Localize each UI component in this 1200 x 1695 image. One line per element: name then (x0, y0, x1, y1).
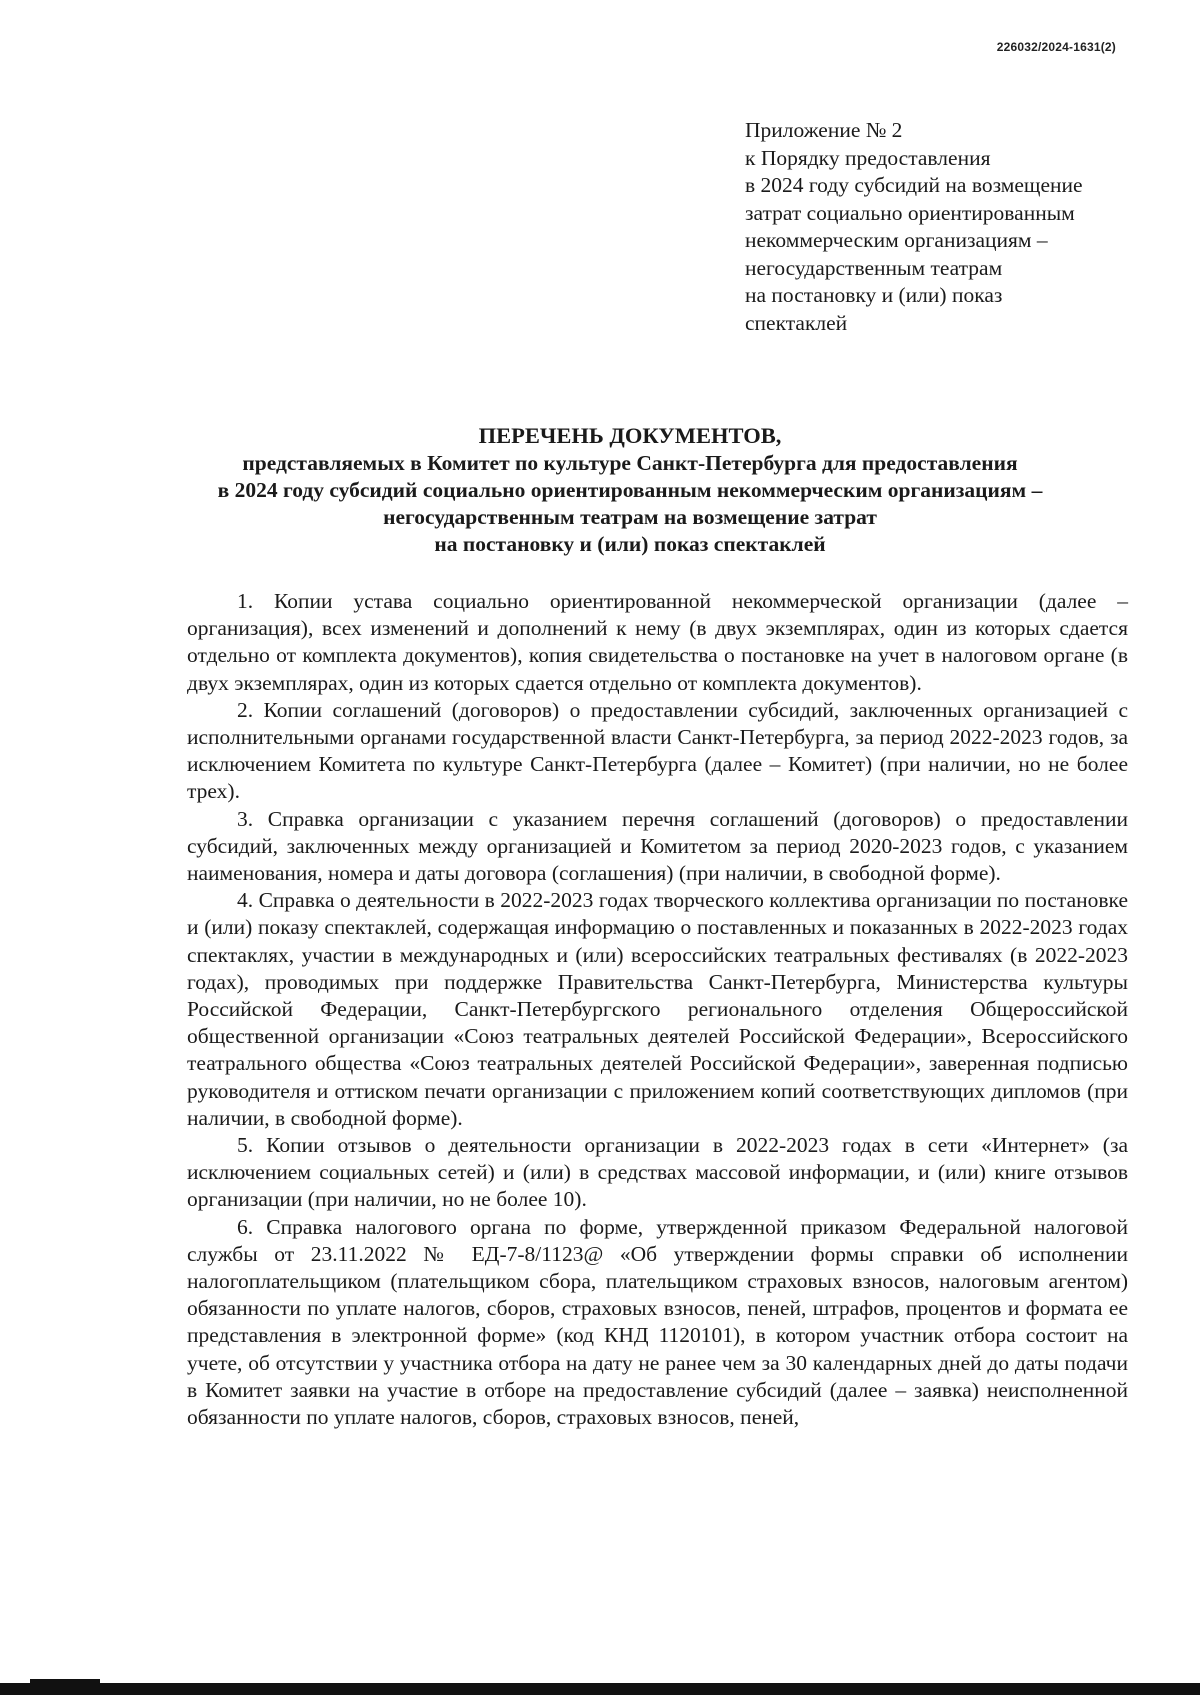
appendix-line: в 2024 году субсидий на возмещение (745, 173, 1083, 197)
appendix-line: спектаклей (745, 310, 848, 335)
list-item-6: 6. Справка налогового органа по форме, утвержденной приказом Федеральной налоговой службы от 23.11.2022 № ЕД-7-8/1123@ «Об утверждении формы справки об исполнении налогоплательщиком (плательщиком сбора, плательщиком страховых взносов, налоговым агентом) обязанности по уплате налогов, сборов, страховых взносов, пеней, штрафов, процентов и формата ее представления в электронной форме» (код КНД 1120101), в котором участник отбора состоит на учете, об отсутствии у участника отбора на дату не ранее чем за 30 календарных дней до даты подачи в Комитет заявки на участие в отборе на предоставление субсидий (далее – заявка) неисполненной обязанности по уплате налогов, сборов, страховых взносов, пеней, (187, 1214, 1128, 1430)
document-body (187, 588, 1128, 1431)
list-item-4: 4. Справка о деятельности в 2022-2023 годах творческого коллектива организации по постановке и (или) показу спектаклей, содержащая информацию о поставленных и показанных в 2022-2023 годах спектаклях, участии в международных и (или) всероссийских театральных фестивалях (в 2022-2023 годах), проводимых при поддержке Правительства Санкт-Петербурга, Министерства культуры Российской Федерации, Санкт-Петербургского регионального отделения Общероссийской общественной организации «Союз театральных деятелей Российской Федерации», Всероссийского театрального общества «Союз театральных деятелей Российской Федерации», заверенная подписью руководителя и оттиском печати организации с приложением копий соответствующих дипломов (при наличии, в свободной форме). (187, 888, 1128, 1130)
list-item-2: 2. Копии соглашений (договоров) о предоставлении субсидий, заключенных организацией с исполнительными органами государственной власти Санкт-Петербурга, за период 2022-2023 годов, за исключением Комитета по культуре Санкт-Петербурга (далее – Комитет) (при наличии, но не более трех). (187, 697, 1128, 804)
appendix-line: некоммерческим организациям – (745, 228, 1048, 252)
appendix-line: к Порядку предоставления (745, 145, 991, 170)
registration-stamp: 226032/2024-1631(2) (996, 40, 1116, 54)
document-subtitle-line: на постановку и (или) показ спектаклей (434, 532, 826, 556)
appendix-line: негосударственным театрам (745, 255, 1003, 280)
appendix-note (745, 117, 1145, 337)
document-subtitle-line: в 2024 году субсидий социально ориентированным некоммерческим организациям – (217, 478, 1043, 502)
document-subtitle-line: негосударственным театрам на возмещение затрат (383, 505, 877, 529)
list-item-3: 3. Справка организации с указанием перечня соглашений (договоров) о предоставлении субсидий, заключенных между организацией и Комитетом за период 2020-2023 годов, с указанием наименования, номера и даты договора (соглашения) (при наличии, в свободной форме). (187, 806, 1128, 886)
list-item-5: 5. Копии отзывов о деятельности организации в 2022-2023 годах в сети «Интернет» (за исключением социальных сетей) и (или) в средствах массовой информации, и (или) книге отзывов организации (при наличии, но не более 10). (187, 1133, 1128, 1212)
document-subtitle-line: представляемых в Комитет по культуре Санкт-Петербурга для предоставления (242, 451, 1018, 475)
document-title-block (140, 422, 1120, 558)
appendix-line: на постановку и (или) показ (745, 283, 1003, 307)
document-title: ПЕРЕЧЕНЬ ДОКУМЕНТОВ, (478, 423, 782, 448)
appendix-line: затрат социально ориентированным (745, 200, 1075, 225)
scan-edge-bar (0, 1683, 1200, 1695)
list-item-1: 1. Копии устава социально ориентированной некоммерческой организации (далее – организация), всех изменений и дополнений к нему (в двух экземплярах, один из которых сдается отдельно от комплекта документов), копия свидетельства о постановке на учет в налоговом органе (в двух экземплярах, один из которых сдается отдельно от комплекта документов). (187, 589, 1128, 695)
appendix-line: Приложение № 2 (745, 118, 903, 142)
